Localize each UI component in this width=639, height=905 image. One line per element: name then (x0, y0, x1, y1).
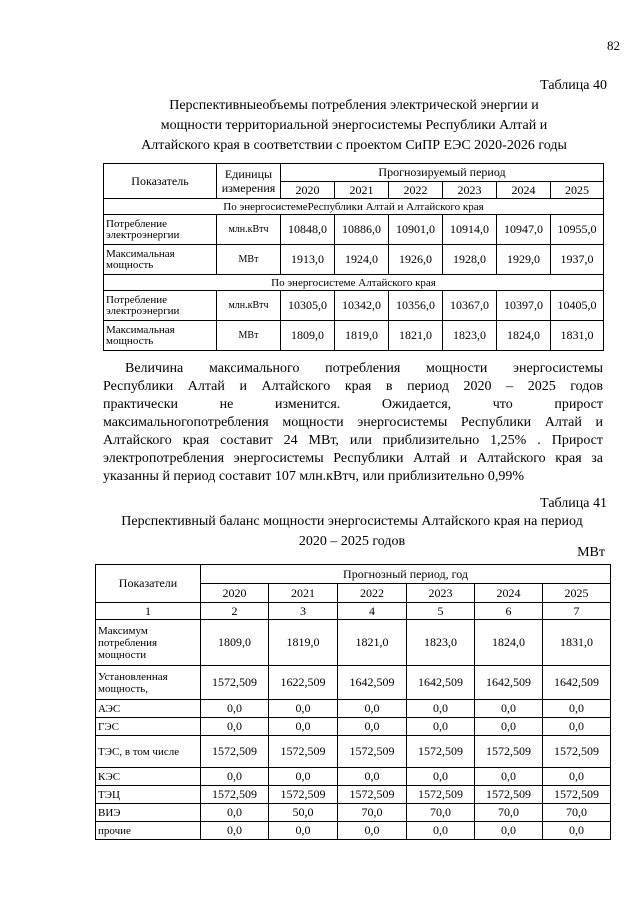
table40-caption: Таблица 40 (540, 78, 607, 93)
year-header: 2020 (281, 182, 335, 199)
cell-value: 1642,509 (543, 666, 611, 700)
year-header: 2023 (407, 584, 475, 603)
cell-value: 0,0 (338, 768, 407, 786)
row-label: Потребление электроэнергии (104, 291, 217, 321)
table41-title-line: Перспективный баланс мощности энергосистемы Алтайского края на период (121, 514, 583, 529)
cell-value: 1831,0 (551, 321, 604, 351)
cell-value: 1809,0 (281, 321, 335, 351)
year-header: 2021 (269, 584, 338, 603)
table-row (96, 768, 611, 786)
cell-value: 1929,0 (497, 245, 551, 275)
cell-value: 0,0 (201, 804, 269, 822)
cell-value: 0,0 (269, 768, 338, 786)
year-header: 2021 (335, 182, 389, 199)
cell-value: 0,0 (543, 768, 611, 786)
table41 (95, 564, 611, 840)
table-row (104, 245, 604, 275)
year-header: 2025 (551, 182, 604, 199)
row-label: АЭС (96, 700, 201, 718)
cell-value: 1928,0 (443, 245, 497, 275)
table-row (96, 822, 611, 840)
row-label: Максимум потребления мощности (96, 620, 201, 666)
table-row (104, 215, 604, 245)
cell-value: 50,0 (269, 804, 338, 822)
cell-value: 1572,509 (407, 786, 475, 804)
table40-title-line: мощности территориальной энергосистемы Республики Алтай и (160, 118, 548, 133)
table41-title-line: 2020 – 2025 годов (298, 534, 406, 549)
table-row (96, 718, 611, 736)
cell-value: 0,0 (269, 700, 338, 718)
cell-value: 1642,509 (475, 666, 543, 700)
cell-value: 0,0 (407, 718, 475, 736)
table-row (96, 666, 611, 700)
col-period-header: Прогнозный период, год (201, 565, 611, 584)
cell-value: 10305,0 (281, 291, 335, 321)
cell-value: 10405,0 (551, 291, 604, 321)
cell-value: 0,0 (407, 768, 475, 786)
table-row (96, 786, 611, 804)
cell-value: 1819,0 (335, 321, 389, 351)
table-row (104, 291, 604, 321)
cell-value: 0,0 (543, 822, 611, 840)
cell-value: 70,0 (475, 804, 543, 822)
cell-value: 10955,0 (551, 215, 604, 245)
cell-value: 1824,0 (475, 620, 543, 666)
paragraph-line: указанны й период составит 107 млн.кВтч, или приблизительно 0,99% (103, 469, 525, 484)
page-number: 82 (607, 38, 620, 53)
year-header: 2024 (497, 182, 551, 199)
cell-value: 1572,509 (543, 736, 611, 768)
cell-value: 1572,509 (543, 786, 611, 804)
row-label: КЭС (96, 768, 201, 786)
cell-value: 1572,509 (201, 666, 269, 700)
cell-value: 0,0 (475, 768, 543, 786)
cell-value: 0,0 (338, 822, 407, 840)
cell-value: 0,0 (407, 700, 475, 718)
cell-value: 0,0 (338, 700, 407, 718)
cell-value: 1572,509 (338, 786, 407, 804)
cell-value: 0,0 (543, 700, 611, 718)
row-label: Потребление электроэнергии (104, 215, 217, 245)
index-cell: 1 (96, 603, 201, 620)
cell-value: 10901,0 (389, 215, 443, 245)
row-unit: МВт (217, 245, 281, 275)
cell-value: 0,0 (543, 718, 611, 736)
cell-value: 0,0 (201, 718, 269, 736)
section-title: По энергосистеме Алтайского края (104, 275, 604, 291)
table40-title-line: Алтайского края в соответствии с проектом СиПР ЕЭС 2020-2026 годы (141, 138, 567, 153)
index-cell: 5 (407, 603, 475, 620)
table40-title (100, 96, 608, 156)
row-unit: МВт (217, 321, 281, 351)
cell-value: 0,0 (407, 822, 475, 840)
cell-value: 10342,0 (335, 291, 389, 321)
cell-value: 70,0 (338, 804, 407, 822)
cell-value: 0,0 (475, 822, 543, 840)
cell-value: 1642,509 (407, 666, 475, 700)
cell-value: 0,0 (269, 718, 338, 736)
cell-value: 0,0 (269, 822, 338, 840)
cell-value: 1831,0 (543, 620, 611, 666)
cell-value: 10356,0 (389, 291, 443, 321)
cell-value: 10914,0 (443, 215, 497, 245)
paragraph (103, 360, 603, 486)
row-label: ВИЭ (96, 804, 201, 822)
table-row (104, 321, 604, 351)
cell-value: 0,0 (201, 768, 269, 786)
cell-value: 1572,509 (475, 786, 543, 804)
cell-value: 1821,0 (389, 321, 443, 351)
table40-title-line: Перспективныеобъемы потребления электрической энергии и (169, 98, 539, 113)
row-label: Установленная мощность, (96, 666, 201, 700)
index-cell: 7 (543, 603, 611, 620)
cell-value: 0,0 (201, 822, 269, 840)
col-period-header: Прогнозируемый период (281, 164, 604, 182)
cell-value: 1824,0 (497, 321, 551, 351)
cell-value: 10848,0 (281, 215, 335, 245)
index-cell: 2 (201, 603, 269, 620)
row-label: ТЭС, в том числе (96, 736, 201, 768)
cell-value: 1642,509 (338, 666, 407, 700)
cell-value: 1572,509 (338, 736, 407, 768)
paragraph-line: максимальногопотребления мощности энергосистемы Республики Алтай и (103, 415, 603, 430)
paragraph-line: Алтайского края составит 24 МВт, или приблизительно 1,25% . Прирост (103, 433, 603, 448)
cell-value: 0,0 (475, 718, 543, 736)
cell-value: 70,0 (407, 804, 475, 822)
cell-value: 1924,0 (335, 245, 389, 275)
row-label: прочие (96, 822, 201, 840)
table-row (96, 620, 611, 666)
table41-title (96, 512, 608, 552)
index-cell: 4 (338, 603, 407, 620)
year-header: 2025 (543, 584, 611, 603)
year-header: 2020 (201, 584, 269, 603)
row-label: ТЭЦ (96, 786, 201, 804)
cell-value: 1926,0 (389, 245, 443, 275)
cell-value: 10886,0 (335, 215, 389, 245)
table41-caption: Таблица 41 (540, 496, 607, 511)
paragraph-line: практически не изменится. Ожидается, что прирост (103, 397, 603, 412)
cell-value: 1622,509 (269, 666, 338, 700)
cell-value: 1913,0 (281, 245, 335, 275)
cell-value: 1572,509 (407, 736, 475, 768)
cell-value: 70,0 (543, 804, 611, 822)
cell-value: 1572,509 (475, 736, 543, 768)
cell-value: 1572,509 (201, 736, 269, 768)
cell-value: 10397,0 (497, 291, 551, 321)
section-title: По энергосистемеРеспублики Алтай и Алтайского края (104, 199, 604, 215)
cell-value: 1823,0 (407, 620, 475, 666)
table-row (96, 804, 611, 822)
cell-value: 10947,0 (497, 215, 551, 245)
index-cell: 6 (475, 603, 543, 620)
paragraph-line: Республики Алтай и Алтайского края в период 2020 – 2025 годов (103, 379, 603, 394)
row-label: Максимальная мощность (104, 245, 217, 275)
index-cell: 3 (269, 603, 338, 620)
col-unit-header: Единицы измерения (217, 164, 281, 199)
row-label: ГЭС (96, 718, 201, 736)
cell-value: 1823,0 (443, 321, 497, 351)
cell-value: 0,0 (475, 700, 543, 718)
table40 (103, 163, 604, 351)
paragraph-line: Величина максимального потребления мощности энергосистемы (125, 361, 603, 376)
cell-value: 1819,0 (269, 620, 338, 666)
row-unit: млн.кВтч (217, 215, 281, 245)
year-header: 2022 (338, 584, 407, 603)
row-label: Максимальная мощность (104, 321, 217, 351)
cell-value: 0,0 (201, 700, 269, 718)
cell-value: 10367,0 (443, 291, 497, 321)
cell-value: 1809,0 (201, 620, 269, 666)
cell-value: 1572,509 (269, 786, 338, 804)
cell-value: 1821,0 (338, 620, 407, 666)
year-header: 2023 (443, 182, 497, 199)
year-header: 2022 (389, 182, 443, 199)
table41-unit: МВт (577, 545, 605, 560)
paragraph-line: электропотребления энергосистемы Республики Алтай и Алтайского края за (103, 451, 603, 466)
cell-value: 1572,509 (201, 786, 269, 804)
col-indicator-header: Показатели (96, 565, 201, 603)
cell-value: 1937,0 (551, 245, 604, 275)
row-unit: млн.кВтч (217, 291, 281, 321)
cell-value: 1572,509 (269, 736, 338, 768)
table-row (96, 736, 611, 768)
col-indicator-header: Показатель (104, 164, 217, 199)
table-row (96, 700, 611, 718)
year-header: 2024 (475, 584, 543, 603)
cell-value: 0,0 (338, 718, 407, 736)
